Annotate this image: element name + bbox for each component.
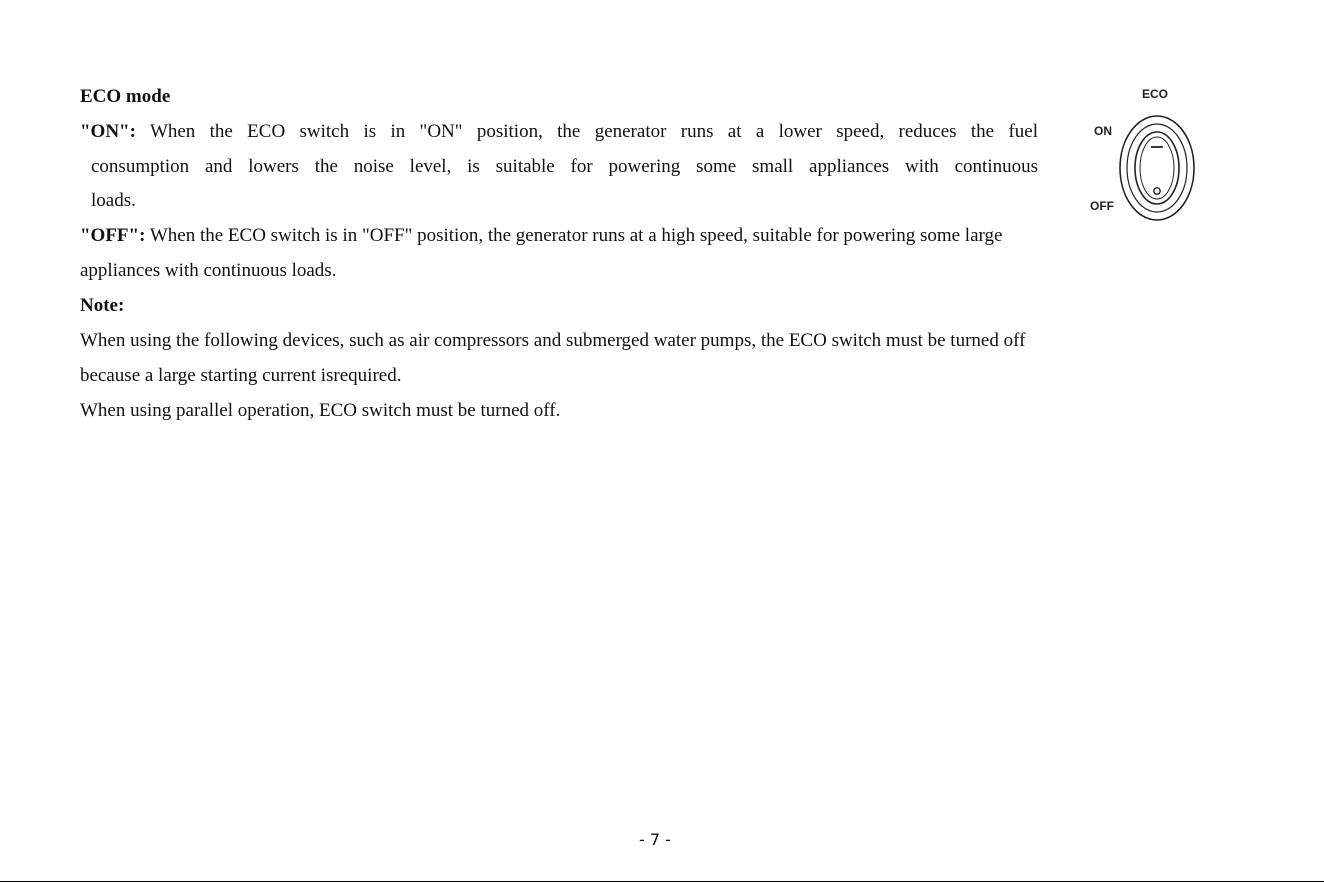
- note-line-1: When using the following devices, such as air compressors and submerged water pumps, the ECO switch must be turned off: [80, 330, 1026, 351]
- bottom-rule: [0, 881, 1324, 882]
- eco-off-label: OFF: [1090, 199, 1114, 213]
- on-paragraph-line-2: consumption and lowers the noise level, is suitable for powering some small appliances with continuous: [91, 156, 1038, 177]
- section-heading: ECO mode: [80, 86, 171, 107]
- switch-rocker: [1135, 132, 1179, 204]
- off-paragraph-line-2: appliances with continuous loads.: [80, 260, 337, 281]
- eco-on-label: ON: [1094, 124, 1112, 138]
- note-line-2: because a large starting current isrequired.: [80, 365, 402, 386]
- on-paragraph-line-1: [80, 120, 1038, 144]
- off-paragraph-line-1: [80, 224, 1002, 248]
- on-label: "ON":: [80, 121, 136, 142]
- on-text-line-1: When the ECO switch is in "ON" position, the generator runs at a lower speed, reduces the fuel: [149, 121, 1038, 142]
- on-paragraph-line-3: loads.: [91, 190, 136, 211]
- eco-switch-title: ECO: [1142, 87, 1169, 101]
- note-label: Note:: [80, 295, 125, 316]
- note-line-3: When using parallel operation, ECO switch must be turned off.: [80, 400, 561, 421]
- off-label: "OFF":: [80, 225, 146, 246]
- off-symbol-icon: [1154, 188, 1160, 194]
- page-number: - 7 -: [639, 830, 671, 849]
- off-text-line-1: When the ECO switch is in "OFF" position, the generator runs at a high speed, suitable for powering some large: [149, 225, 1003, 246]
- eco-switch-diagram: [1085, 84, 1205, 226]
